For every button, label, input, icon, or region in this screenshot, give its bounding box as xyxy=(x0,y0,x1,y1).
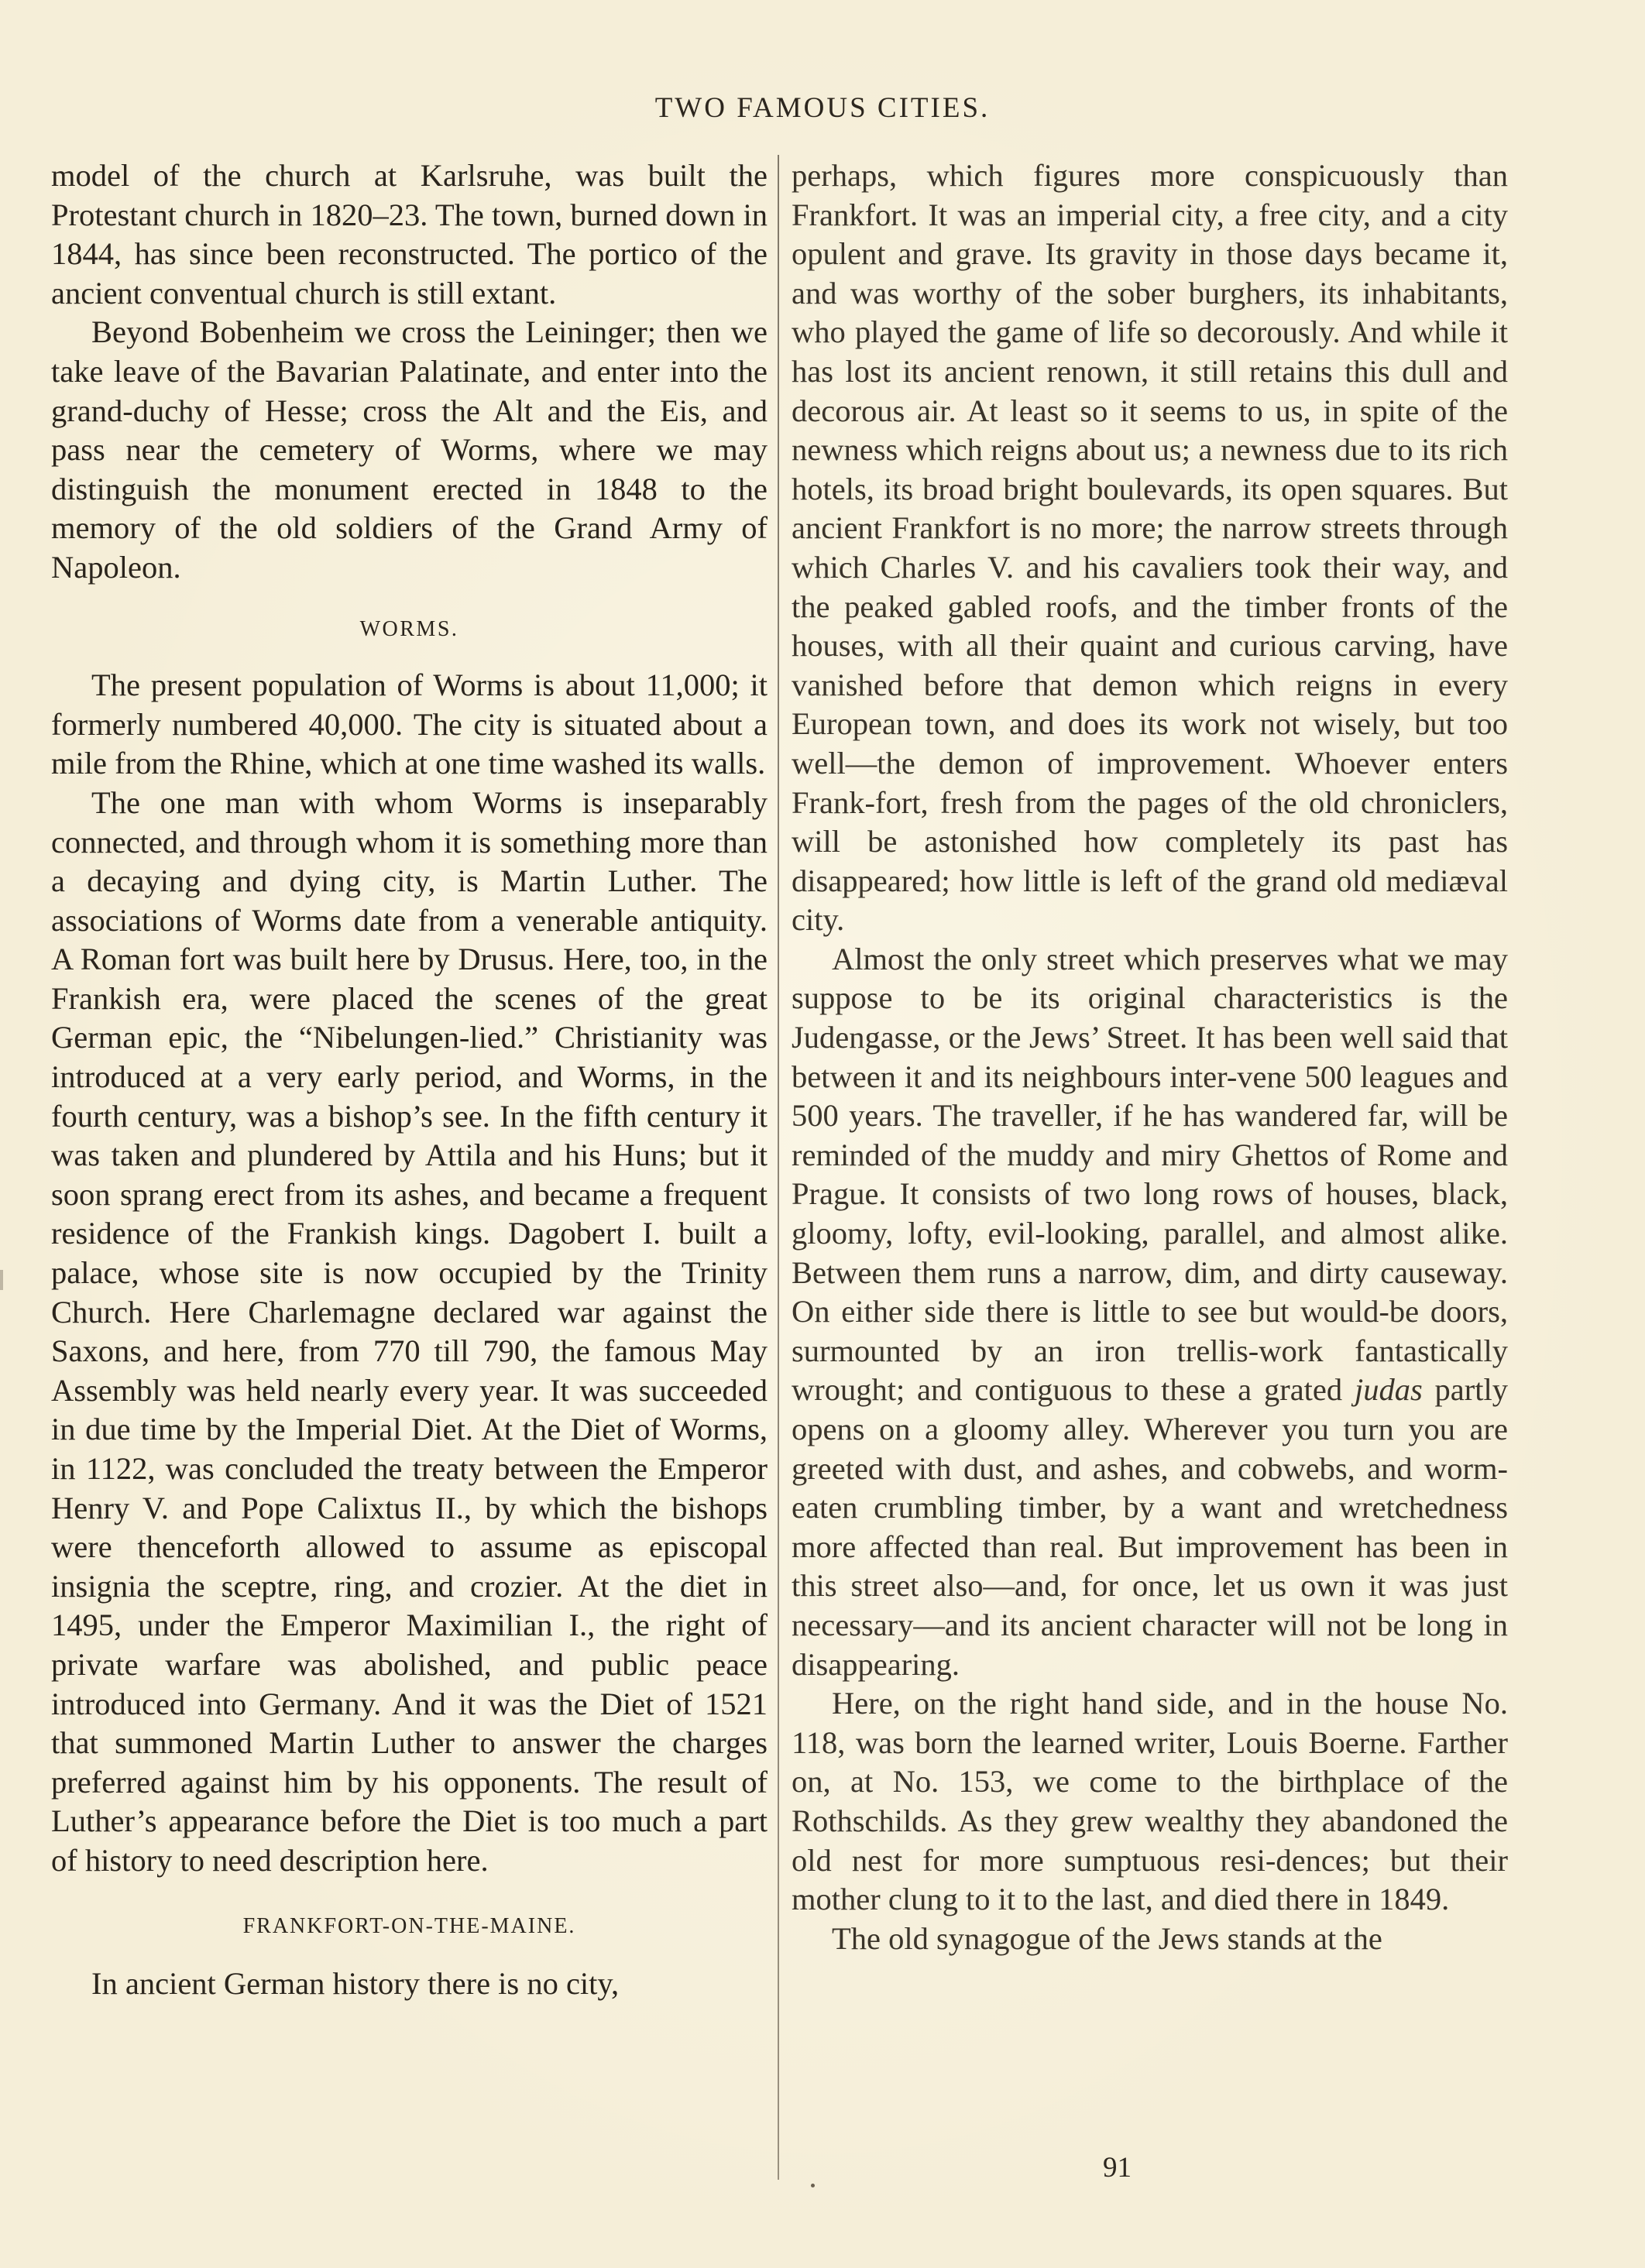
paragraph-text: Almost the only street which preserves what we may suppose to be its original characteristics is the Judengasse, or the Jews’ Street. It has been well said that between it and its neighbours inter-vene 500 leagues and 500 years. The traveller, if he has wandered far, will be reminded of the muddy and miry Ghettos of Rome and Prague. It consists of two long rows of houses, black, gloomy, lofty, evil-looking, parallel, and almost alike. Between them runs a narrow, dim, and dirty causeway. On either side there is little to see but would-be doors, surmounted by an iron trellis-work fantastically wrought; and contiguous to these a grated xyxy=(792,941,1508,1408)
section-heading-worms: WORMS. xyxy=(359,616,459,641)
paper-speck xyxy=(811,2184,815,2187)
italic-term: judas xyxy=(1354,1372,1423,1408)
paragraph xyxy=(792,940,1508,1684)
edge-mark xyxy=(0,1270,3,1290)
left-column xyxy=(51,156,768,2004)
right-column xyxy=(792,156,1508,1958)
paragraph: perhaps, which figures more conspicuously than Frankfort. It was an imperial city, a free city, and a city opulent and grave. Its gravity in those days became it, and was worthy of the sober burghers, its inhabitants, who played the game of life so decorously. And while it has lost its ancient renown, it still retains this dull and decorous air. At least so it seems to us, in spite of the newness which reigns about us; a newness due to its rich hotels, its broad bright boulevards, its open squares. But ancient Frankfort is no more; the narrow streets through which Charles V. and his cavaliers took their way, and the peaked gabled roofs, and the timber fronts of the houses, with all their quaint and curious carving, have vanished before that demon which reigns in every European town, and does its work not wisely, but too well—the demon of improvement. Whoever enters Frank-fort, fresh from the pages of the old chroniclers, will be astonished how completely its past has disappeared; how little is left of the grand old mediæval city. xyxy=(792,158,1508,938)
paragraph: Beyond Bobenheim we cross the Leininger; then we take leave of the Bavarian Palatinate, and enter into the grand-duchy of Hesse; cross the Alt and the Eis, and pass near the cemetery of Worms, where we may distinguish the monument erected in 1848 to the memory of the old soldiers of the Grand Army of Napoleon. xyxy=(51,314,768,585)
paragraph: The one man with whom Worms is inseparably connected, and through whom it is something more than a decaying and dying city, is Martin Luther. The associations of Worms date from a venerable antiquity. A Roman fort was built here by Drusus. Here, too, in the Frankish era, were placed the scenes of the great German epic, the “Nibelungen-lied.” Christianity was introduced at a very early period, and Worms, in the fourth century, was a bishop’s see. In the fifth century it was taken and plundered by Attila and his Huns; but it soon sprang erect from its ashes, and became a frequent residence of the Frankish kings. Dagobert I. built a palace, whose site is now occupied by the Trinity Church. Here Charlemagne declared war against the Saxons, and here, from 770 till 790, the famous May Assembly was held nearly every year. It was succeeded in due time by the Imperial Diet. At the Diet of Worms, in 1122, was concluded the treaty between the Emperor Henry V. and Pope Calixtus II., by which the bishops were thenceforth allowed to assume as episcopal insignia the sceptre, ring, and crozier. At the diet in 1495, under the Emperor Maximilian I., the right of private warfare was abolished, and public peace introduced into Germany. And it was the Diet of 1521 that summoned Martin Luther to answer the charges preferred against him by his opponents. The result of Luther’s appearance before the Diet is too much a part of history to need description here. xyxy=(51,784,768,1878)
page-number: 91 xyxy=(1103,2152,1132,2184)
paragraph: model of the church at Karlsruhe, was built the Protestant church in 1820–23. The town, burned down in 1844, has since been reconstructed. The portico of the ancient conventual church is still extant. xyxy=(51,158,768,311)
column-rule xyxy=(778,155,779,2180)
paragraph: The present population of Worms is about 11,000; it formerly numbered 40,000. The city is situated about a mile from the Rhine, which at one time washed its walls. xyxy=(51,667,768,781)
paragraph: In ancient German history there is no city, xyxy=(91,1966,620,2002)
running-head: TWO FAMOUS CITIES. xyxy=(654,92,991,124)
paragraph: The old synagogue of the Jews stands at the xyxy=(832,1920,1382,1956)
paragraph-text: partly opens on a gloomy alley. Wherever you turn you are greeted with dust, and ashes, and cobwebs, and worm-eaten crumbling timber, by a want and wretchedness more affected than real. But improvement has been in this street also—and, for once, let us own it was just necessary—and its ancient character will not be long in disappearing. xyxy=(792,1372,1509,1682)
paragraph: Here, on the right hand side, and in the house No. 118, was born the learned writer, Louis Boerne. Farther on, at No. 153, we come to the birthplace of the Rothschilds. As they grew wealthy they abandoned the old nest for more sumptuous resi-dences; but their mother clung to it to the last, and died there in 1849. xyxy=(792,1686,1508,1917)
section-heading-frankfort: FRANKFORT-ON-THE-MAINE. xyxy=(242,1913,576,1938)
